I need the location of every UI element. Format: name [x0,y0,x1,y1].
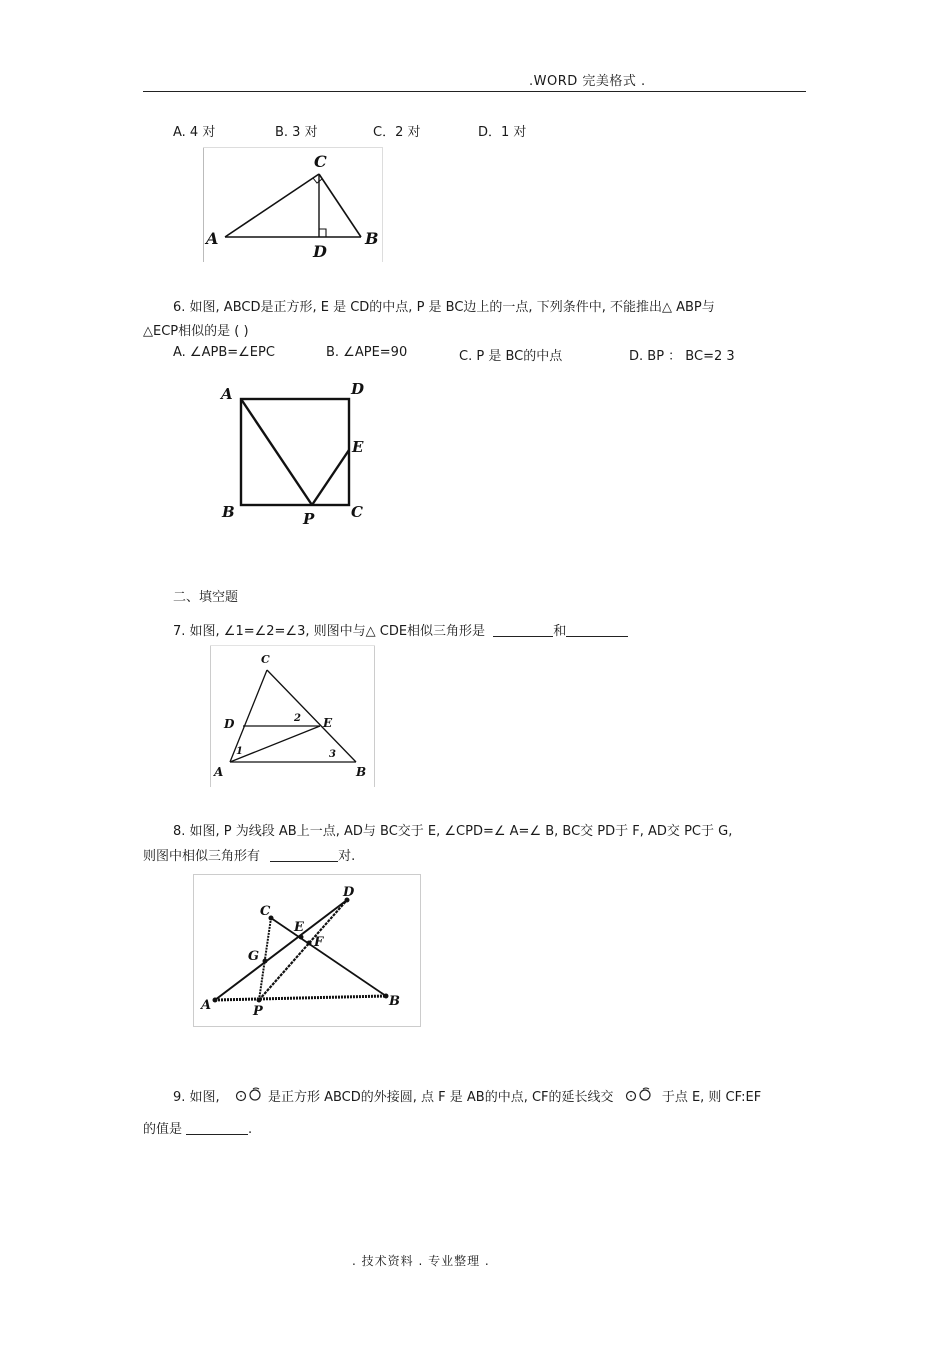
q5-option-c: C．2 对 [373,125,421,140]
q9-text-part1: 9. 如图, [173,1090,220,1105]
q6-figure [218,378,368,528]
q7-figure [210,645,375,787]
q6-label-b: B [222,503,235,521]
q5-figure [203,147,383,262]
q8-text-line2 [143,845,355,864]
q8-label-e: E [294,920,304,935]
q6-label-p: P [303,510,315,528]
q6-text-line1: 6. 如图, ABCD是正方形, E 是 CD的中点, P 是 BC边上的一点, 下列条件中, 不能推出△ ABP与 [173,300,715,315]
q8-text-after: 对. [338,849,356,864]
q9-text-before: 的值是 [143,1122,183,1137]
q7-label-c: C [261,653,270,666]
q6-label-e: E [352,438,364,456]
header-rule [143,91,806,92]
q7-blank-2 [566,624,628,637]
q7-text-and: 和 [553,624,567,639]
q5-option-a: A. 4 对 [173,125,216,140]
circle-o-symbol-icon [624,1087,654,1107]
q6-option-c: C. P 是 BC的中点 [459,349,563,364]
q8-figure [193,874,421,1027]
q8-text-before: 则图中相似三角形有 [143,849,261,864]
q8-label-d: D [343,885,355,900]
page-header: .WORD 完美格式 . [529,74,646,89]
q6-option-b: B. ∠APE=90 [326,345,408,360]
q7-label-e: E [323,716,333,730]
q8-label-b: B [389,994,400,1009]
q6-text-line2: △ECP相似的是 ( ) [143,324,249,339]
q8-label-c: C [260,904,271,919]
page-footer: . 技术资料 . 专业整理 . [352,1254,490,1268]
section-title-fill-in: 二、填空题 [173,590,239,605]
q9-blank [186,1122,248,1135]
q6-option-a: A. ∠APB=∠EPC [173,345,275,360]
q5-label-c: C [314,152,327,171]
q7-label-b: B [356,765,367,779]
q6-label-c: C [351,503,363,521]
q6-label-a: A [221,385,233,403]
circle-o-symbol-icon [234,1087,264,1107]
q7-label-d: D [224,717,235,731]
q8-label-a: A [201,998,212,1013]
q9-text-part3: 于点 E, 则 CF:EF [661,1090,762,1105]
q9-text-line2 [143,1118,252,1137]
q6-option-d: D. BP ： BC=2 3 [629,349,735,364]
q7-label-angle-1: 1 [236,746,243,757]
q8-label-g: G [248,949,260,964]
q8-text-line1: 8. 如图, P 为线段 AB上一点, AD与 BC交于 E, ∠CPD=∠ A=∠ B, BC交 PD于 F, AD交 PC于 G, [173,824,733,839]
q5-label-b: B [365,229,379,248]
q5-option-b: B. 3 对 [275,125,318,140]
q8-blank [270,849,338,862]
q7-text [173,620,628,639]
q7-blank-1 [493,624,553,637]
q7-label-a: A [214,765,224,779]
q7-text-before: 7. 如图, ∠1=∠2=∠3, 则图中与△ CDE相似三角形是 [173,624,486,639]
q8-label-p: P [253,1004,263,1019]
q7-label-angle-3: 3 [329,749,336,760]
q5-label-a: A [206,229,219,248]
q5-label-d: D [313,242,327,261]
q6-label-d: D [351,380,365,398]
q9-text-part2: 是正方形 ABCD的外接圆, 点 F 是 AB的中点, CF的延长线交 [267,1090,614,1105]
q7-label-angle-2: 2 [294,713,301,724]
q5-option-d: D．1 对 [478,125,527,140]
q8-label-f: F [314,935,324,950]
q9-text-after: . [248,1122,253,1137]
q9-text-line1 [173,1086,761,1107]
